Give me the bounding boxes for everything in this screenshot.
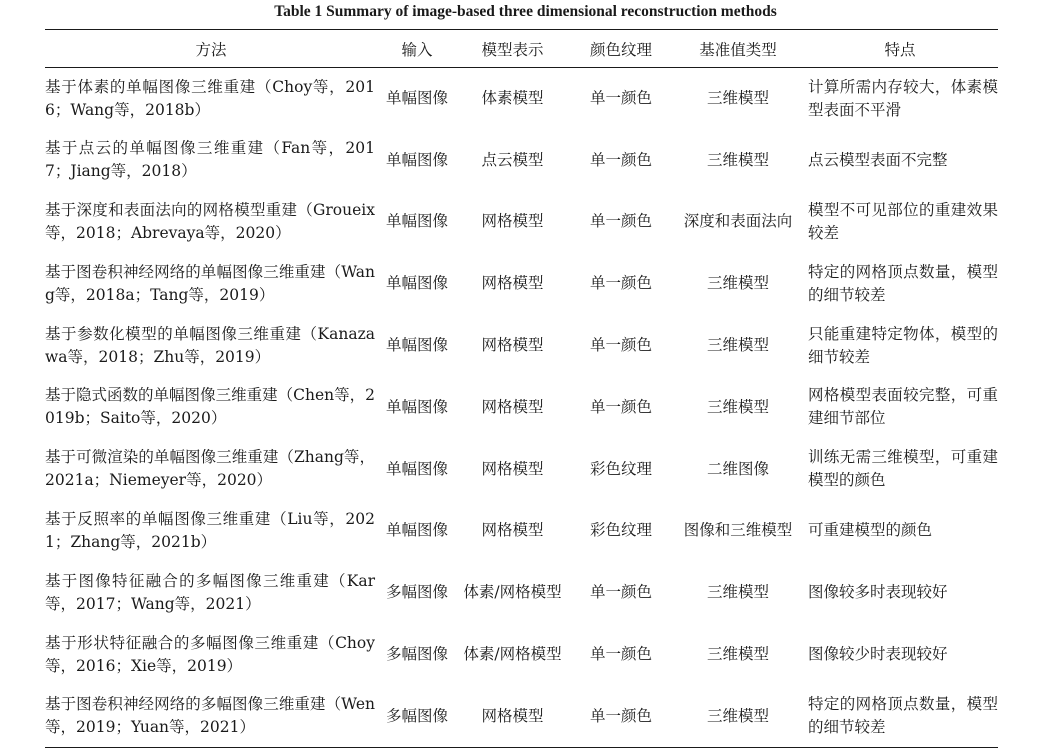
cell-model: 网格模型 xyxy=(481,397,544,416)
cell-model: 网格模型 xyxy=(457,685,568,747)
cell-feature: 模型不可见部位的重建效果较差 xyxy=(808,200,998,242)
table-row xyxy=(45,500,998,562)
cell-method: 基于体素的单幅图像三维重建（Choy等，2016；Wang等，2018b） xyxy=(45,77,375,119)
header-input: 输入 xyxy=(377,30,457,68)
header-model: 模型表示 xyxy=(457,30,568,68)
table-header-row xyxy=(45,30,998,68)
header-feature: 特点 xyxy=(802,30,998,68)
cell-color: 彩色纹理 xyxy=(589,521,652,540)
cell-feature: 点云模型表面不完整 xyxy=(808,150,948,169)
table-row xyxy=(45,624,998,686)
cell-gt: 三维模型 xyxy=(706,645,769,664)
cell-feature: 训练无需三维模型，可重建模型的颜色 xyxy=(808,448,998,490)
cell-gt: 三维模型 xyxy=(706,336,769,355)
cell-model: 网格模型 xyxy=(481,336,544,355)
cell-color: 单一颜色 xyxy=(568,685,674,747)
cell-input: 单幅图像 xyxy=(385,336,448,355)
table-row xyxy=(45,685,998,747)
cell-gt: 三维模型 xyxy=(706,397,769,416)
cell-color: 单一颜色 xyxy=(589,89,652,108)
table-row xyxy=(45,315,998,377)
cell-color: 单一颜色 xyxy=(589,212,652,231)
cell-method: 基于图像特征融合的多幅图像三维重建（Kar等，2017；Wang等，2021） xyxy=(45,571,375,613)
cell-color: 单一颜色 xyxy=(589,397,652,416)
cell-method: 基于可微渲染的单幅图像三维重建（Zhang等，2021a；Niemeyer等，2020） xyxy=(45,448,375,490)
cell-color: 单一颜色 xyxy=(589,336,652,355)
table-row xyxy=(45,438,998,500)
cell-input: 单幅图像 xyxy=(385,274,448,293)
cell-gt: 三维模型 xyxy=(706,150,769,169)
table-row xyxy=(45,191,998,253)
cell-method: 基于图卷积神经网络的单幅图像三维重建（Wang等，2018a；Tang等，2019） xyxy=(45,262,375,304)
table-row xyxy=(45,68,998,130)
cell-feature: 特定的网格顶点数量，模型的细节较差 xyxy=(802,685,998,747)
cell-gt: 二维图像 xyxy=(706,459,769,478)
cell-feature: 特定的网格顶点数量，模型的细节较差 xyxy=(808,262,998,304)
cell-model: 体素/网格模型 xyxy=(463,645,562,664)
cell-input: 多幅图像 xyxy=(385,645,448,664)
cell-color: 单一颜色 xyxy=(589,583,652,602)
cell-color: 单一颜色 xyxy=(589,150,652,169)
cell-input: 单幅图像 xyxy=(385,521,448,540)
cell-gt: 图像和三维模型 xyxy=(683,521,793,540)
cell-input: 单幅图像 xyxy=(385,212,448,231)
cell-input: 单幅图像 xyxy=(385,89,448,108)
summary-table xyxy=(45,29,998,748)
cell-color: 单一颜色 xyxy=(589,274,652,293)
cell-input: 多幅图像 xyxy=(385,583,448,602)
table-row xyxy=(45,562,998,624)
cell-gt: 三维模型 xyxy=(674,685,802,747)
cell-gt: 三维模型 xyxy=(706,89,769,108)
cell-color: 彩色纹理 xyxy=(589,459,652,478)
header-gt: 基准值类型 xyxy=(674,30,802,68)
cell-feature: 网格模型表面较完整，可重建细节部位 xyxy=(808,386,998,428)
cell-model: 网格模型 xyxy=(481,212,544,231)
cell-method: 基于图卷积神经网络的多幅图像三维重建（Wen等，2019；Yuan等，2021） xyxy=(45,685,377,747)
cell-model: 网格模型 xyxy=(481,521,544,540)
cell-feature: 可重建模型的颜色 xyxy=(808,521,933,540)
cell-method: 基于隐式函数的单幅图像三维重建（Chen等，2019b；Saito等，2020） xyxy=(45,386,375,428)
cell-gt: 三维模型 xyxy=(706,583,769,602)
cell-feature: 图像较多时表现较好 xyxy=(808,583,948,602)
cell-method: 基于深度和表面法向的网格模型重建（Groueix等，2018；Abrevaya等，2020） xyxy=(45,200,375,242)
cell-input: 单幅图像 xyxy=(385,150,448,169)
cell-feature: 只能重建特定物体，模型的细节较差 xyxy=(808,324,998,366)
cell-gt: 三维模型 xyxy=(706,274,769,293)
header-color: 颜色纹理 xyxy=(568,30,674,68)
cell-model: 网格模型 xyxy=(481,459,544,478)
cell-method: 基于形状特征融合的多幅图像三维重建（Choy等，2016；Xie等，2019） xyxy=(45,633,375,675)
cell-method: 基于点云的单幅图像三维重建（Fan等，2017；Jiang等，2018） xyxy=(45,139,375,181)
cell-feature: 图像较少时表现较好 xyxy=(808,645,948,664)
cell-method: 基于参数化模型的单幅图像三维重建（Kanazawa等，2018；Zhu等，2019） xyxy=(45,324,375,366)
cell-method: 基于反照率的单幅图像三维重建（Liu等，2021；Zhang等，2021b） xyxy=(45,509,375,551)
cell-color: 单一颜色 xyxy=(589,645,652,664)
cell-input: 单幅图像 xyxy=(385,459,448,478)
cell-input: 多幅图像 xyxy=(377,685,457,747)
table-caption: Table 1 Summary of image-based three dimensional reconstruction methods xyxy=(274,3,777,20)
table-row xyxy=(45,129,998,191)
table-row xyxy=(45,376,998,438)
cell-model: 点云模型 xyxy=(481,150,544,169)
table-row xyxy=(45,253,998,315)
cell-feature: 计算所需内存较大，体素模型表面不平滑 xyxy=(808,77,998,119)
cell-input: 单幅图像 xyxy=(385,397,448,416)
cell-model: 体素模型 xyxy=(481,89,544,108)
cell-model: 网格模型 xyxy=(481,274,544,293)
cell-model: 体素/网格模型 xyxy=(463,583,562,602)
header-method: 方法 xyxy=(45,30,377,68)
cell-gt: 深度和表面法向 xyxy=(683,212,793,231)
